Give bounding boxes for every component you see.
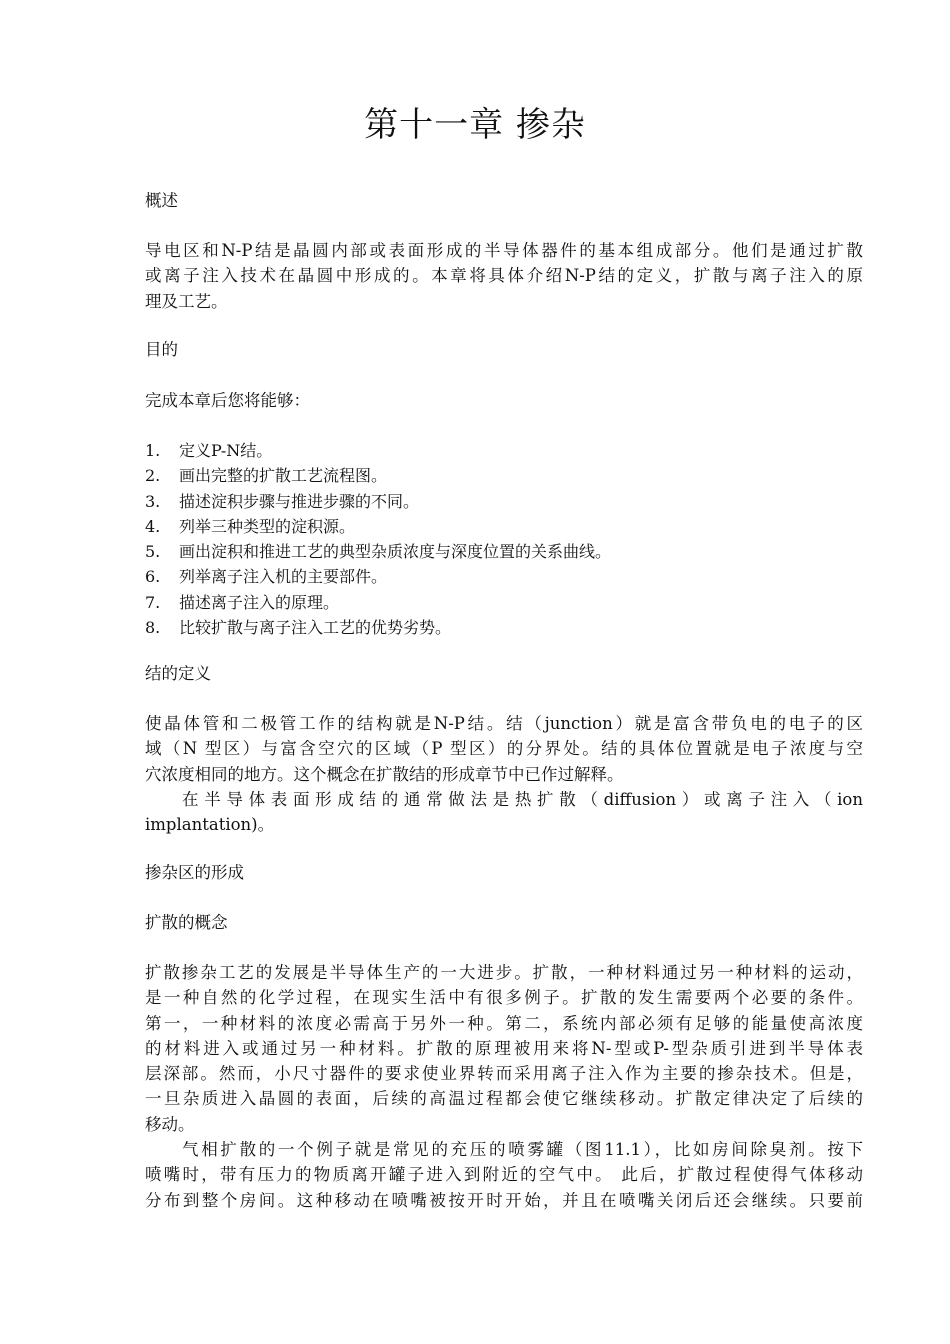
text-line: 移动。 xyxy=(145,1114,195,1134)
list-text: 描述淀积步骤与推进步骤的不同。 xyxy=(179,491,420,511)
list-item xyxy=(145,463,611,488)
text-line: implantation)。 xyxy=(145,815,275,835)
list-text: 列举三种类型的淀积源。 xyxy=(179,516,356,536)
text-line: 扩散的概念 xyxy=(145,913,228,932)
text-line: 穴浓度相同的地方。这个概念在扩散结的形成章节中已作过解释。 xyxy=(145,764,624,784)
list-text: 比较扩散与离子注入工艺的优势劣势。 xyxy=(179,618,452,638)
text-line: 或离子注入技术在晶圆中形成的。本章将具体介绍N-P结的定义，扩散与离子注入的原 xyxy=(145,266,863,286)
text-line: 导电区和N-P结是晶圆内部或表面形成的半导体器件的基本组成部分。他们是通过扩散 xyxy=(145,241,863,260)
list-text: 列举离子注入机的主要部件。 xyxy=(179,567,388,587)
heading-doped-region: 掺杂区的形成 xyxy=(145,863,244,882)
text-line: 扩散掺杂工艺的发展是半导体生产的一大进步。扩散，一种材料通过另一种材料的运动， xyxy=(145,963,863,982)
text-line: 层深部。然而，小尺寸器件的要求使业界转而采用离子注入作为主要的掺杂技术。但是， xyxy=(145,1064,863,1084)
subheading-diffusion-concept xyxy=(145,910,863,935)
text-line: 域（N 型区）与富含空穴的区域（P 型区）的分界处。结的具体位置就是电子浓度与空 xyxy=(145,739,863,759)
list-number: 8. xyxy=(145,618,161,638)
text-line: 喷嘴时，带有压力的物质离开罐子进入到附近的空气中。 此后，扩散过程使得气体移动 xyxy=(145,1165,863,1185)
list-number: 5. xyxy=(145,542,161,562)
list-text: 画出完整的扩散工艺流程图。 xyxy=(179,466,388,486)
list-item xyxy=(145,514,611,539)
list-text: 描述离子注入的原理。 xyxy=(179,592,340,612)
list-number: 3. xyxy=(145,491,161,511)
text-line: 第一，一种材料的浓度必需高于另外一种。第二，系统内部必须有足够的能量使高浓度 xyxy=(145,1013,863,1033)
text-line: 在半导体表面形成结的通常做法是热扩散（diffusion）或离子注入（ion xyxy=(182,789,863,809)
list-number: 1. xyxy=(145,441,161,460)
objectives-list xyxy=(145,438,611,640)
list-item xyxy=(145,615,611,640)
list-item xyxy=(145,564,611,589)
text-line: 是一种自然的化学过程，在现实生活中有很多例子。扩散的发生需要两个必要的条件。 xyxy=(145,988,863,1008)
objectives-intro xyxy=(145,388,863,413)
heading-junction-definition: 结的定义 xyxy=(145,664,211,683)
heading-overview: 概述 xyxy=(145,191,178,210)
text-line: 完成本章后您将能够： xyxy=(145,391,310,410)
list-item xyxy=(145,489,611,514)
diffusion-paragraph xyxy=(145,960,863,1213)
list-item xyxy=(145,438,611,463)
text-line: 分布到整个房间。这种移动在喷嘴被按开时开始，并且在喷嘴关闭后还会继续。只要前 xyxy=(145,1190,863,1210)
overview-paragraph xyxy=(145,238,863,314)
text-line: 理及工艺。 xyxy=(145,291,228,311)
list-number: 7. xyxy=(145,592,161,612)
list-item xyxy=(145,590,611,615)
text-line: 气相扩散的一个例子就是常见的充压的喷雾罐（图11.1），比如房间除臭剂。按下 xyxy=(182,1140,863,1160)
list-item xyxy=(145,539,611,564)
junction-paragraph xyxy=(145,711,863,837)
list-number: 4. xyxy=(145,516,161,536)
list-number: 2. xyxy=(145,466,161,486)
chapter-title: 第十一章 掺杂 xyxy=(364,105,586,145)
list-number: 6. xyxy=(145,567,161,587)
list-text: 定义P-N结。 xyxy=(179,441,273,460)
heading-objectives: 目的 xyxy=(145,340,178,359)
text-line: 一旦杂质进入晶圆的表面，后续的高温过程都会使它继续移动。扩散定律决定了后续的 xyxy=(145,1089,863,1109)
list-text: 画出淀积和推进工艺的典型杂质浓度与深度位置的关系曲线。 xyxy=(179,542,612,562)
text-line: 的材料进入或通过另一种材料。扩散的原理被用来将N-型或P-型杂质引进到半导体表 xyxy=(145,1038,863,1058)
text-line: 使晶体管和二极管工作的结构就是N-P结。结（junction）就是富含带负电的电子的区 xyxy=(145,714,863,733)
